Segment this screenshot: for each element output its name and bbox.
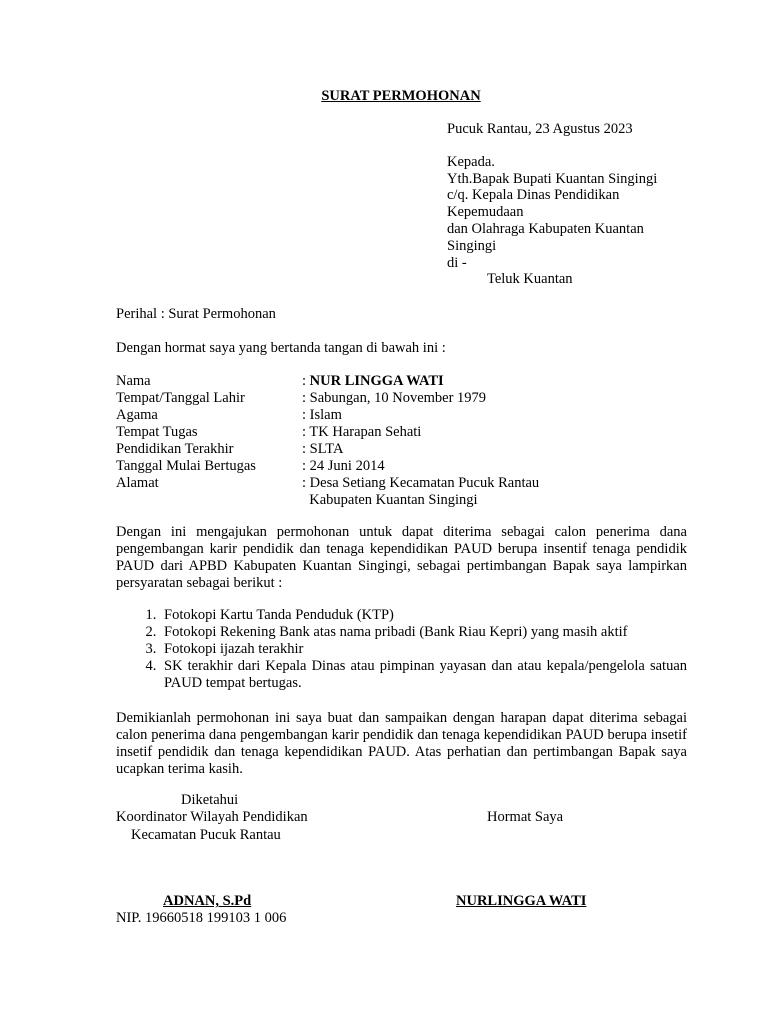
request-paragraph: Dengan ini mengajukan permohonan untuk dapat diterima sebagai calon penerima dana pengembangan karir pendidik dan tenaga kependidikan PAUD berupa insentif tenaga pendidik PAUD dari APBD Kabupaten Kuantan Singingi, sebagai pertimbangan Bapak saya lampirkan persyaratan sebagai berikut : xyxy=(116,524,687,591)
sig-left-name: ADNAN, S.Pd xyxy=(163,893,252,909)
identity-row: Tempat/Tanggal Lahir : Sabungan, 10 November 1979 xyxy=(116,390,487,406)
recipient-line: di - xyxy=(447,254,467,271)
identity-row: Alamat : Desa Setiang Kecamatan Pucuk Rantau Kabupaten Kuantan Singingi xyxy=(116,475,540,508)
identity-label: Tanggal Mulai Bertugas xyxy=(116,458,256,474)
recipient-line: Kepada. xyxy=(447,153,495,170)
identity-table xyxy=(116,373,539,509)
recipient-line: Singingi xyxy=(447,237,497,254)
identity-value: SLTA xyxy=(309,441,344,457)
list-item: 2. Fotokopi Rekening Bank atas nama pribadi (Bank Riau Kepri) yang masih aktif xyxy=(160,624,687,641)
sig-right-name: NURLINGGA WATI xyxy=(456,893,587,909)
letter-title: SURAT PERMOHONAN xyxy=(321,88,481,104)
identity-value: NUR LINGGA WATI xyxy=(309,373,444,389)
sig-left-position: Koordinator Wilayah Pendidikan xyxy=(116,809,308,825)
identity-row: Tempat Tugas : TK Harapan Sehati xyxy=(116,424,422,440)
recipient-line: c/q. Kepala Dinas Pendidikan xyxy=(447,187,620,204)
list-item: 4. SK terakhir dari Kepala Dinas atau pimpinan yayasan dan atau kepala/pengelola satuan PAUD tempat bertugas. xyxy=(160,658,687,692)
list-item: 1. Fotokopi Kartu Tanda Penduduk (KTP) xyxy=(160,607,687,624)
sig-right-closing: Hormat Saya xyxy=(487,809,564,825)
place-date: Pucuk Rantau, 23 Agustus 2023 xyxy=(447,121,633,137)
recipient-line: dan Olahraga Kabupaten Kuantan xyxy=(447,220,644,237)
identity-value: 24 Juni 2014 xyxy=(309,458,385,474)
recipient-block xyxy=(447,121,657,288)
sig-known-label: Diketahui xyxy=(181,792,239,808)
requirements-list xyxy=(116,607,687,692)
subject-line: Perihal : Surat Permohonan xyxy=(116,306,276,322)
identity-row: Nama : NUR LINGGA WATI xyxy=(116,373,444,389)
sig-left-office: Kecamatan Pucuk Rantau xyxy=(131,827,281,843)
identity-label: Agama xyxy=(116,407,158,423)
identity-label: Tempat/Tanggal Lahir xyxy=(116,390,245,406)
identity-label: Nama xyxy=(116,373,151,389)
identity-label: Tempat Tugas xyxy=(116,424,198,440)
recipient-city: Teluk Kuantan xyxy=(487,271,573,288)
identity-value: Sabungan, 10 November 1979 xyxy=(309,390,487,406)
identity-value: TK Harapan Sehati xyxy=(309,424,422,440)
identity-row: Agama : Islam xyxy=(116,407,342,423)
greeting: Dengan hormat saya yang bertanda tangan di bawah ini : xyxy=(116,340,446,356)
recipient-line: Kepemudaan xyxy=(447,204,524,221)
identity-row: Pendidikan Terakhir : SLTA xyxy=(116,441,344,457)
sig-left-nip: NIP. 19660518 199103 1 006 xyxy=(116,910,287,926)
identity-value-address-2: Kabupaten Kuantan Singingi xyxy=(309,492,478,508)
closing-paragraph: Demikianlah permohonan ini saya buat dan sampaikan dengan harapan dapat diterima sebagai calon penerima dana pengembangan karir pendidik dan tenaga kependidikan PAUD berupa insetif insetif pendidik dan tenaga kependidikan PAUD. Atas perhatian dan pertimbangan Bapak saya ucapkan terima kasih. xyxy=(116,710,687,777)
list-item: 3. Fotokopi ijazah terakhir xyxy=(160,641,687,658)
identity-label: Pendidikan Terakhir xyxy=(116,441,234,457)
identity-value: Desa Setiang Kecamatan Pucuk Rantau xyxy=(309,475,540,491)
identity-label: Alamat xyxy=(116,475,159,491)
identity-value: Islam xyxy=(309,407,342,423)
recipient-line: Yth.Bapak Bupati Kuantan Singingi xyxy=(447,170,658,187)
identity-row: Tanggal Mulai Bertugas : 24 Juni 2014 xyxy=(116,458,385,474)
